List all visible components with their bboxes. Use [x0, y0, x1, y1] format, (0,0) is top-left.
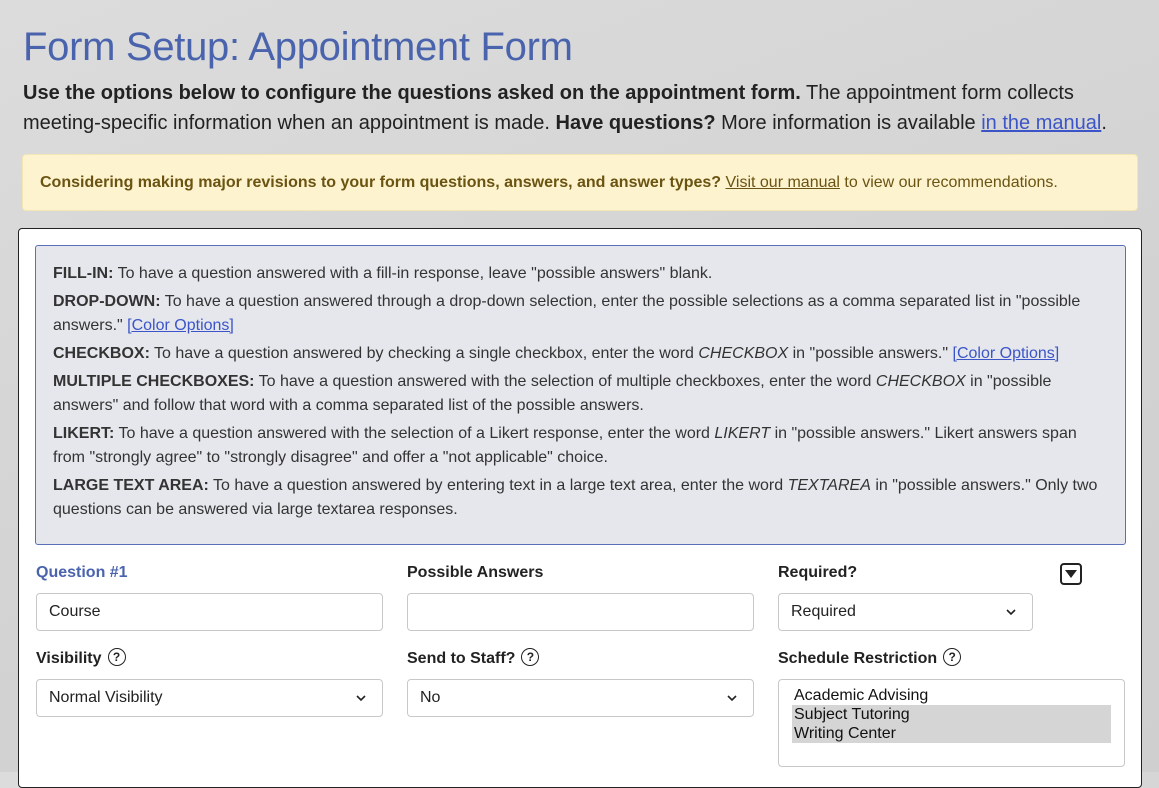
info-textarea-label: LARGE TEXT AREA: — [53, 477, 209, 494]
collapse-question-button[interactable] — [1060, 563, 1082, 585]
send-to-staff-help-icon[interactable]: ? — [521, 648, 539, 666]
intro-text-more: More information is available — [715, 112, 982, 134]
info-dropdown — [53, 290, 1108, 338]
answer-types-info — [35, 245, 1126, 545]
info-checkbox-word: CHECKBOX — [698, 345, 789, 362]
possible-answers-label: Possible Answers — [407, 564, 544, 581]
info-likert-label: LIKERT: — [53, 425, 115, 442]
alert-text: to view our recommendations. — [839, 174, 1058, 191]
info-multi-label: MULTIPLE CHECKBOXES: — [53, 373, 255, 390]
dropdown-color-options-link[interactable]: [Color Options] — [127, 317, 234, 334]
manual-link[interactable]: in the manual — [981, 112, 1102, 134]
send-to-staff-label-text: Send to Staff? — [407, 650, 516, 668]
intro-text: The appointment form collects meeting-specific information when an appointment is made. — [23, 82, 1074, 134]
intro-bold: Use the options below to configure the questions asked on the appointment form. — [23, 82, 801, 104]
info-textarea-word: TEXTAREA — [787, 477, 871, 494]
schedule-restriction-listbox[interactable] — [778, 679, 1125, 767]
send-to-staff-select[interactable] — [407, 679, 754, 717]
info-likert-text2: in "possible answers." Likert answers span from "strongly agree" to "strongly disagree" and offer a "not applicable" choice. — [53, 425, 1077, 466]
info-textarea-text2: in "possible answers." Only two questions can be answered via large textarea responses. — [53, 477, 1098, 518]
chevron-down-icon — [354, 691, 368, 705]
visibility-select[interactable] — [36, 679, 383, 717]
intro-bold-questions: Have questions? — [555, 112, 716, 134]
alert-bold: Considering making major revisions to your form questions, answers, and answer types? — [40, 174, 722, 191]
info-checkbox-label: CHECKBOX: — [53, 345, 150, 362]
schedule-option[interactable]: Writing Center — [792, 724, 1111, 743]
question-text-input[interactable] — [36, 593, 383, 631]
info-textarea-text: To have a question answered by entering text in a large text area, enter the word — [208, 477, 788, 494]
visibility-label-text: Visibility — [36, 650, 102, 668]
chevron-down-icon — [1004, 605, 1018, 619]
checkbox-color-options-link[interactable]: [Color Options] — [952, 345, 1060, 362]
schedule-restriction-label — [778, 650, 961, 668]
schedule-restriction-help-icon[interactable]: ? — [943, 648, 961, 666]
info-multi-word: CHECKBOX — [875, 373, 966, 390]
send-to-staff-label — [407, 650, 539, 668]
info-fillin-label: FILL-IN: — [53, 265, 114, 282]
info-checkbox-text2: in "possible answers." — [788, 345, 953, 362]
caret-down-icon — [1065, 569, 1077, 579]
info-multi-text: To have a question answered with the selection of multiple checkboxes, enter the word — [254, 373, 876, 390]
info-dropdown-label: DROP-DOWN: — [53, 293, 161, 310]
required-select-value: Required — [791, 603, 856, 620]
info-likert-word: LIKERT — [714, 425, 771, 442]
visibility-select-value: Normal Visibility — [49, 689, 163, 706]
alert-manual-link[interactable]: Visit our manual — [725, 174, 840, 191]
page-title: Form Setup: Appointment Form — [23, 25, 573, 69]
info-checkbox-text: To have a question answered by checking a single checkbox, enter the word — [149, 345, 699, 362]
info-fillin — [53, 262, 1108, 286]
required-select[interactable] — [778, 593, 1033, 631]
info-likert-text: To have a question answered with the selection of a Likert response, enter the word — [114, 425, 715, 442]
revision-alert — [22, 154, 1138, 211]
info-textarea — [53, 474, 1108, 522]
question-number-label: Question #1 — [36, 564, 128, 581]
schedule-option[interactable]: Subject Tutoring — [792, 705, 1111, 724]
schedule-restriction-label-text: Schedule Restriction — [778, 650, 938, 668]
intro-end: . — [1101, 112, 1107, 134]
chevron-down-icon — [725, 691, 739, 705]
send-to-staff-select-value: No — [420, 689, 441, 706]
schedule-option[interactable]: Academic Advising — [794, 687, 929, 704]
info-fillin-text: To have a question answered with a fill-in response, leave "possible answers" blank. — [113, 265, 713, 282]
info-checkbox — [53, 342, 1108, 366]
possible-answers-input[interactable] — [407, 593, 754, 631]
info-multi — [53, 370, 1108, 418]
required-label: Required? — [778, 564, 858, 581]
intro-paragraph — [23, 78, 1148, 138]
info-likert — [53, 422, 1108, 470]
info-dropdown-text: To have a question answered through a drop-down selection, enter the possible selections as a comma separated list in "possible answers." — [53, 293, 1081, 334]
info-multi-text2: in "possible answers" and follow that word with a comma separated list of the possible answers. — [53, 373, 1052, 414]
visibility-label — [36, 650, 126, 668]
visibility-help-icon[interactable]: ? — [108, 648, 126, 666]
